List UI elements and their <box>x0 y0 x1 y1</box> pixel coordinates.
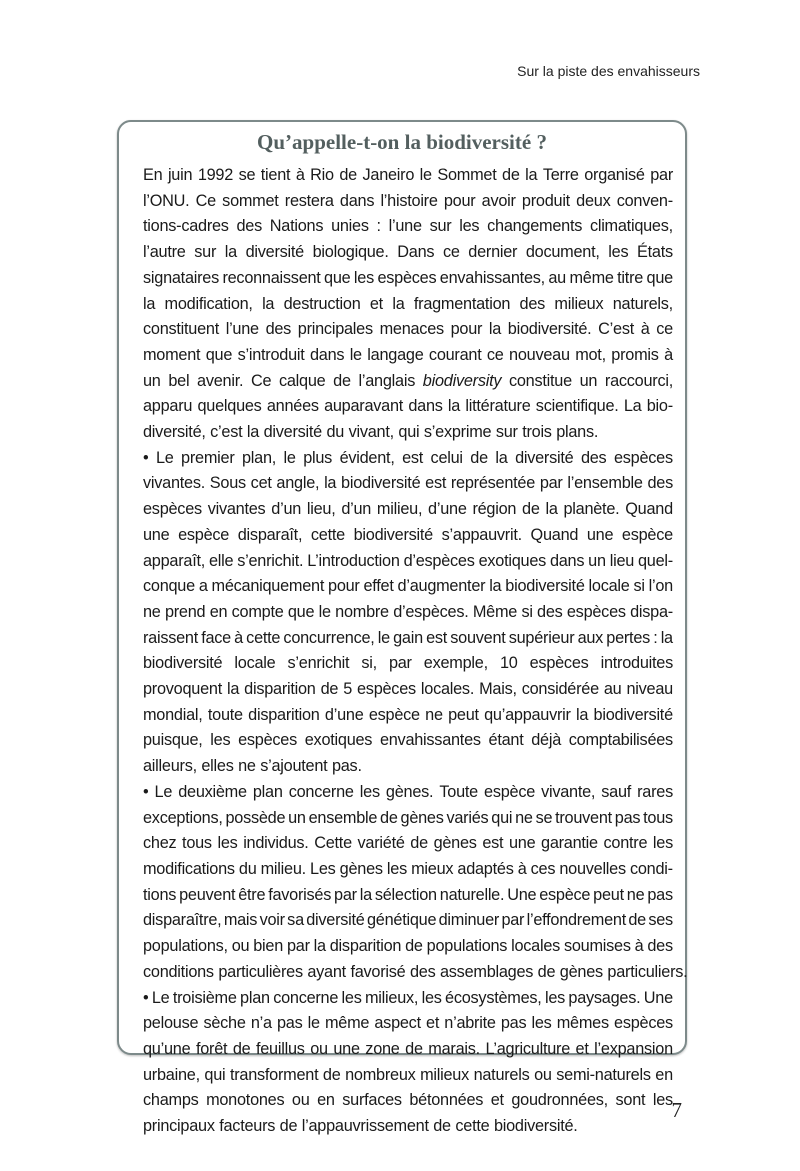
text-line: l’ONU. Ce sommet restera dans l’histoire pour avoir produit deux conven- <box>143 191 673 210</box>
text-line: • Le troisième plan concerne les milieux, les écosystèmes, les paysages. Une <box>143 988 673 1007</box>
text-line: chez tous les individus. Cette variété de gènes est une garantie contre les <box>143 834 673 853</box>
text-line: conditions particulières ayant favorisé des assemblages de gènes particuliers. <box>143 962 688 981</box>
page-number: 7 <box>671 1098 682 1122</box>
text-line: la modification, la destruction et la fragmentation des milieux naturels, <box>143 294 673 313</box>
text-line: conque a mécaniquement pour effet d’augmenter la biodiversité locale si l’on <box>143 577 673 596</box>
text-line: tions peuvent être favorisés par la sélection naturelle. Une espèce peut ne pas <box>143 885 673 904</box>
text-line: vivantes. Sous cet angle, la biodiversité est représentée par l’ensemble des <box>143 474 673 493</box>
text-line: l’autre sur la diversité biologique. Dans ce dernier document, les États <box>143 243 673 262</box>
text-line: raissent face à cette concurrence, le gain est souvent supérieur aux pertes : la <box>143 628 673 647</box>
running-head: Sur la piste des envahisseurs <box>517 63 700 79</box>
text-line: apparu quelques années auparavant dans la littérature scientifique. La bio- <box>143 397 673 416</box>
text-line: signataires reconnaissent que les espèces envahissantes, au même titre que <box>143 268 673 287</box>
text-line: constituent l’une des principales menaces pour la biodiversité. C’est à ce <box>143 320 673 339</box>
text-line: populations, ou bien par la disparition de populations locales soumises à des <box>143 937 673 956</box>
text-line: ne prend en compte que le nombre d’espèces. Même si des espèces dispa- <box>143 602 673 621</box>
text-line: exceptions, possède un ensemble de gènes variés qui ne se trouvent pas tous <box>143 808 673 827</box>
box-body <box>143 163 688 1140</box>
text-line: moment que s’introduit dans le langage courant ce nouveau mot, promis à <box>143 345 673 364</box>
text-line: biodiversité locale s’enrichit si, par exemple, 10 espèces introduites <box>143 654 673 673</box>
text-line: principaux facteurs de l’appauvrissement de cette biodiversité. <box>143 1117 578 1136</box>
text-line: urbaine, qui transforment de nombreux milieux naturels ou semi-naturels en <box>143 1065 673 1084</box>
text-line: diversité, c’est la diversité du vivant, qui s’exprime sur trois plans. <box>143 423 599 442</box>
text-line: • Le deuxième plan concerne les gènes. Toute espèce vivante, sauf rares <box>143 782 673 801</box>
text-line: tions-cadres des Nations unies : l’une sur les changements climatiques, <box>143 217 673 236</box>
text-line: puisque, les espèces exotiques envahissantes étant déjà comptabilisées <box>143 731 673 750</box>
text-line: une espèce disparaît, cette biodiversité s’appauvrit. Quand une espèce <box>143 525 673 544</box>
text-line: • Le premier plan, le plus évident, est celui de la diversité des espèces <box>143 448 673 467</box>
text-line: pelouse sèche n’a pas le même aspect et n’abrite pas les mêmes espèces <box>143 1014 673 1033</box>
text-line: ailleurs, elles ne s’ajoutent pas. <box>143 757 362 776</box>
box-title: Qu’appelle-t-on la biodiversité ? <box>257 130 547 154</box>
text-line: espèces vivantes d’un lieu, d’un milieu, d’une région de la planète. Quand <box>143 500 673 519</box>
text-line: qu’une forêt de feuillus ou une zone de marais. L’agriculture et l’expansion <box>143 1039 673 1058</box>
text-line: En juin 1992 se tient à Rio de Janeiro le Sommet de la Terre organisé par <box>143 166 673 184</box>
text-line: un bel avenir. Ce calque de l’anglais biodiversity constitue un raccourci, <box>143 371 673 390</box>
text-line: mondial, toute disparition d’une espèce ne peut qu’appauvrir la biodiversité <box>143 705 673 724</box>
text-line: disparaître, mais voir sa diversité génétique diminuer par l’effondrement de ses <box>143 911 673 930</box>
text-line: provoquent la disparition de 5 espèces locales. Mais, considérée au niveau <box>143 680 673 699</box>
text-line: modifications du milieu. Les gènes les mieux adaptés à ces nouvelles condi- <box>143 859 673 878</box>
text-line: champs monotones ou en surfaces bétonnées et goudronnées, sont les <box>143 1091 673 1110</box>
text-line: apparaît, elle s’enrichit. L’introduction d’espèces exotiques dans un lieu quel- <box>143 551 673 570</box>
